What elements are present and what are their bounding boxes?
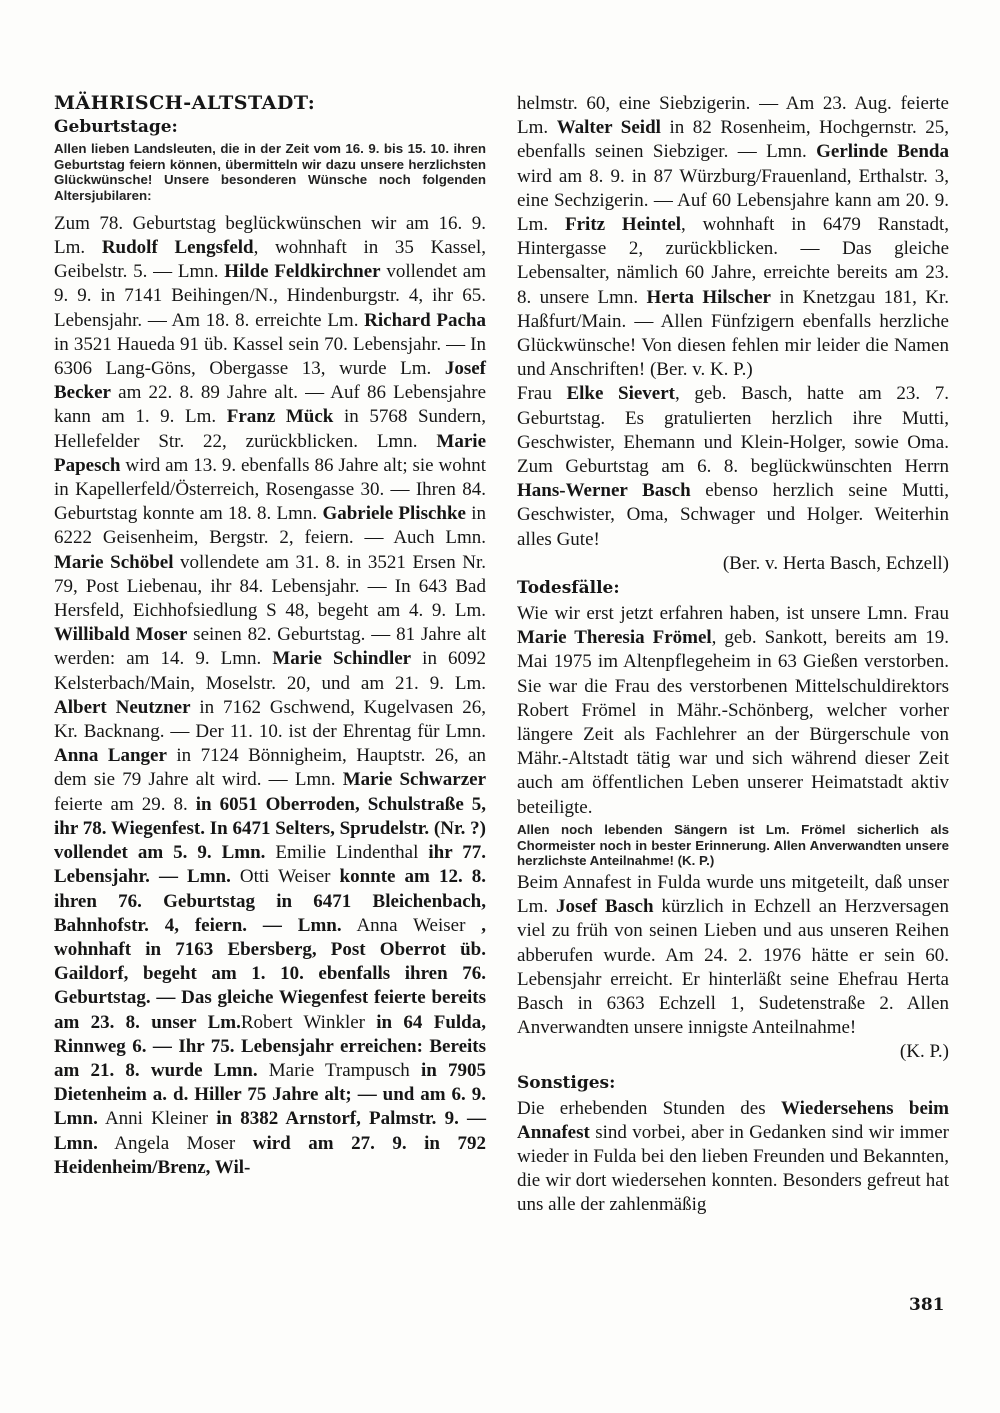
birthdays-intro: Allen lieben Landsleuten, die in der Zeit vom 16. 9. bis 15. 10. ihren Geburtstag feiern können, übermitteln wir dazu unsere herzlichsten Glückwünsche! Unsere besonderen Wünsche noch folgenden Altersjubilaren:	[54, 141, 486, 204]
birthdays-continued: helmstr. 60, eine Siebzigerin. — Am 23. Aug. feierte Lm. Walter Seidl in 82 Rosenheim, Hochgernstr. 25, ebenfalls seinen Siebziger. — Lmn. Gerlinde Benda wird am 8. 9. in 87 Würzburg/Frauenland, Erthalstr. 3, eine Sechzigerin. — Auf 60 Lebensjahre kann am 20. 9. Lm. Fritz Heintel, wohnhaft in 6479 Ranstadt, Hintergasse 2, zurückblicken. — Das gleiche Lebensalter, nämlich 60 Jahre, erreichte bereits am 23. 8. unsere Lmn. Herta Hilscher in Knetzgau 181, Kr. Haßfurt/Main. — Allen Fünfzigern ebenfalls herzliche Glückwünsche! Von diesen fehlen mir leider die Namen und Anschriften! (Ber. v. K. P.)	[517, 93, 950, 381]
basch-obituary: Beim Annafest in Fulda wurde uns mitgeteilt, daß unser Lm. Josef Basch kürzlich in Echzell an Herzversagen viel zu früh von seinen Lieben und aus unseren Reihen abberufen wurde. Am 24. 2. 1976 hätte er sein 60. Lebensjahr erreicht. Er hinterläßt seine Ehefrau Herta Basch in 6363 Echzell 1, Sudetenstraße 2. Allen Anverwandten unsere innigste Anteilnahme!	[517, 872, 949, 1039]
section-title: MÄHRISCH-ALTSTADT:	[54, 92, 316, 114]
sievert-basch-paragraph: Frau Elke Sievert, geb. Basch, hatte am 23. 7. Geburtstag. Es gratulierten herzlich ihre Mutti, Geschwister, Ehemann und Klein-Holger, sowie Oma. Zum Geburtstag am 6. 8. beglückwünschten Herrn Hans-Werner Basch ebenso herzlich seine Mutti, Geschwister, Oma, Schwager und Holger. Weiterhin alles Gute!	[517, 383, 950, 550]
deaths-heading: Todesfälle:	[517, 578, 620, 599]
left-column	[54, 92, 486, 1180]
froemel-note: Allen noch lebenden Sängern ist Lm. Frömel sicherlich als Chormeister noch in bester Erinnerung. Allen Anverwandten unsere herzlichste Anteilnahme! (K. P.)	[517, 821, 949, 869]
birthdays-paragraph: Zum 78. Geburtstag beglückwünschen wir am 16. 9. Lm. Rudolf Lengsfeld, wohnhaft in 35 Kassel, Geibelstr. 5. — Lmn. Hilde Feldkirchner vollendet am 9. 9. in 7141 Beihingen/N., Hindenburgstr. 4, ihr 65. Lebensjahr. — Am 18. 8. erreichte Lm. Richard Pacha in 3521 Haueda 91 üb. Kassel sein 70. Lebensjahr. — In 6306 Lang-Göns, Obergasse 13, wurde Lm. Josef Becker am 22. 8. 89 Jahre alt. — Auf 86 Lebensjahre kann am 1. 9. Lm. Franz Mück in 5768 Sundern, Hellefelder Str. 22, zurückblicken. Lmn. Marie Papesch wird am 13. 9. ebenfalls 86 Jahre alt; sie wohnt in Kapellerfeld/Österreich, Rosengasse 30. — Ihren 84. Geburtstag konnte am 18. 8. Lmn. Gabriele Plischke in 6222 Geisenheim, Bergstr. 2, feiern. — Auch Lmn. Marie Schöbel vollendete am 31. 8. in 3521 Ersen Nr. 79, Post Liebenau, ihr 84. Lebensjahr. — In 643 Bad Hersfeld, Eichhofsiedlung S 48, begeht am 4. 9. Lm. Willibald Moser seinen 82. Geburtstag. — 81 Jahre alt werden: am 14. 9. Lmn. Marie Schindler in 6092 Kelsterbach/Main, Moselstr. 20, und am 21. 9. Lm. Albert Neutzner in 7162 Gschwend, Kugelvasen 26, Kr. Backnang. — Der 11. 10. ist der Ehrentag für Lmn. Anna Langer in 7124 Bönnigheim, Hauptstr. 26, an dem sie 79 Jahre alt wird. — Lmn. Marie Schwarzer feierte am 29. 8. in 6051 Oberroden, Schulstraße 5, ihr 78. Wiegenfest. In 6471 Selters, Sprudelstr. (Nr. ?) vollendet am 5. 9. Lmn. Emilie Lindenthal ihr 77. Lebensjahr. — Lmn. Otti Weiser konnte am 12. 8. ihren 76. Geburtstag in 6471 Bleichenbach, Bahnhofstr. 4, feiern. — Lmn. Anna Weiser , wohnhaft in 7163 Ebersberg, Post Oberrot üb. Gaildorf, begeht am 1. 10. ebenfalls ihren 76. Geburtstag. — Das gleiche Wiegenfest feierte bereits am 23. 8. unser Lm.Robert Winkler in 64 Fulda, Rinnweg 6. — Ihr 75. Lebensjahr erreichen: Bereits am 21. 8. wurde Lmn. Marie Trampusch in 7905 Dietenheim a. d. Hiller 75 Jahre alt; — und am 6. 9. Lmn. Anni Kleiner in 8382 Arnstorf, Palmstr. 9. — Lmn. Angela Moser wird am 27. 9. in 792 Heidenheim/Brenz, Wil-	[54, 212, 487, 1178]
birthdays-heading: Geburtstage:	[54, 117, 178, 137]
signature-kp: (K. P.)	[899, 1041, 949, 1063]
right-column	[517, 92, 949, 1218]
misc-heading: Sonstiges:	[517, 1072, 616, 1093]
annafest-paragraph: Die erhebenden Stunden des Wiedersehens beim Annafest sind vorbei, aber in Gedanken sind wir immer wieder in Fulda bei den lieben Freunden und Bekannten, die wir dort wiedersehen konnten. Besonders gefreut hat uns alle der zahlenmäßig	[517, 1097, 950, 1216]
signature-herta-basch: (Ber. v. Herta Basch, Echzell)	[722, 552, 949, 574]
froemel-obituary: Wie wir erst jetzt erfahren haben, ist unsere Lmn. Frau Marie Theresia Frömel, geb. Sankott, bereits am 19. Mai 1975 im Altenpflegeheim in 63 Gießen verstorben. Sie war die Frau des verstorbenen Mittelschuldirektors Robert Frömel in Mähr.-Schönberg, welcher vorher längere Zeit als Fachlehrer an der Bürgerschule von Mähr.-Altstadt tätig war und sich während dieser Zeit auch am öffentlichen Leben unserer Heimatstadt aktiv beteiligte.	[517, 603, 949, 818]
page-number: 381	[909, 1295, 945, 1315]
